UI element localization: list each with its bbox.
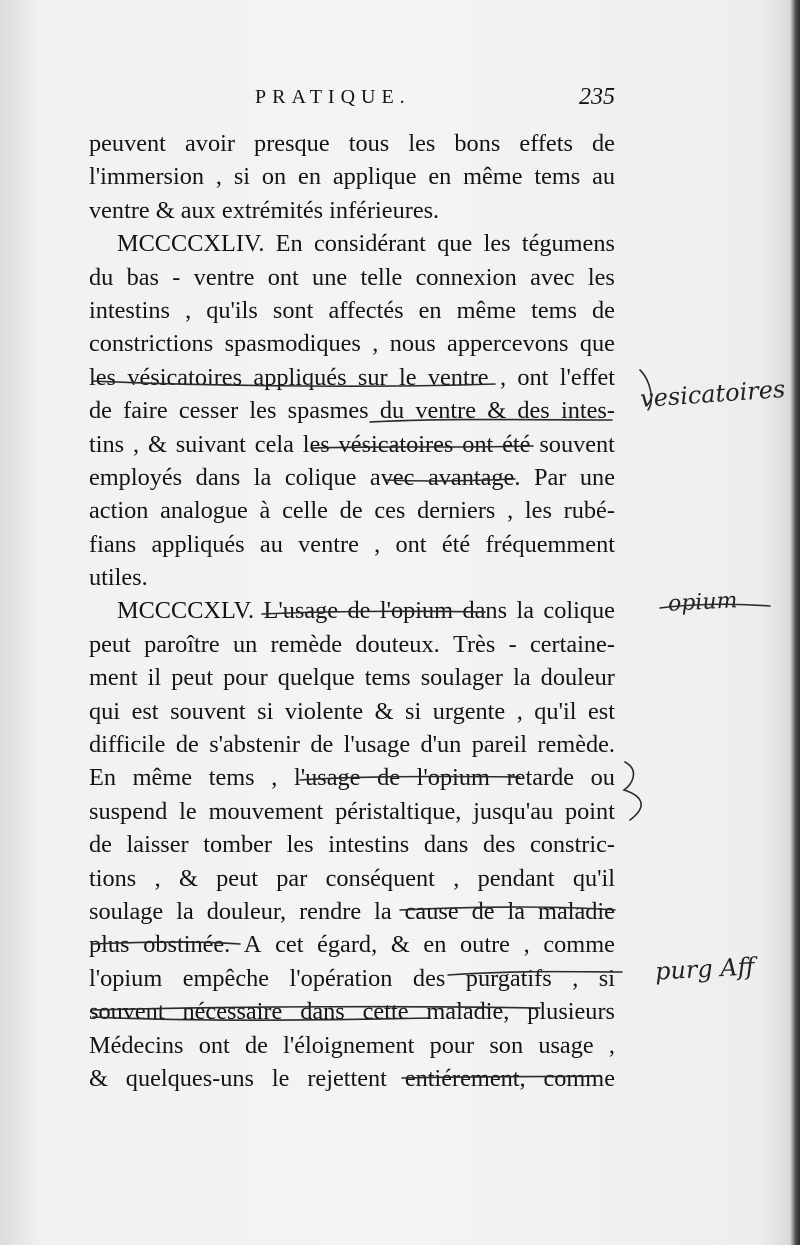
text-line: plus obstinée. A cet égard, & en outre , comme [89, 931, 615, 959]
text-line: Médecins ont de l'éloignement pour son usage , [89, 1031, 615, 1059]
margin-note-purgatifs: purg Aff [654, 952, 756, 986]
text-line: fians appliqués au ventre , ont été fréquemment [89, 530, 615, 558]
text-line: soulage la douleur, rendre la cause de la maladie [89, 897, 615, 925]
margin-bracket [624, 762, 641, 820]
running-head [255, 86, 615, 116]
text-line: MCCCCXLV. L'usage de l'opium dans la colique [117, 597, 615, 625]
running-head-title: PRATIQUE. [255, 86, 411, 108]
page-number: 235 [579, 84, 615, 110]
text-line: En même tems , l'usage de l'opium retarde ou [89, 764, 615, 792]
text-line: l'immersion , si on en applique en même tems au [89, 163, 615, 191]
text-line: utiles. [89, 564, 148, 592]
text-line: tions , & peut par conséquent , pendant qu'il [89, 864, 615, 892]
text-line: qui est souvent si violente & si urgente , qu'il est [89, 697, 615, 725]
text-line: souvent nécessaire dans cette maladie, plusieurs [89, 998, 615, 1026]
text-line: suspend le mouvement péristaltique, jusqu'au point [89, 797, 615, 825]
text-line: & quelques-uns le rejettent entiérement, comme [89, 1064, 615, 1092]
text-line: de laisser tomber les intestins dans des constric- [89, 831, 615, 859]
text-line: tins , & suivant cela les vésicatoires ont été souvent [89, 430, 615, 458]
margin-note-opium: opium [667, 588, 739, 617]
text-line: constrictions spasmodiques , nous appercevons que [89, 330, 615, 358]
text-line: difficile de s'abstenir de l'usage d'un pareil remède. [89, 731, 615, 759]
text-line: l'opium empêche l'opération des purgatifs , si [89, 964, 615, 992]
text-line: action analogue à celle de ces derniers , les rubé- [89, 497, 615, 525]
text-line: peuvent avoir presque tous les bons effets de [89, 130, 615, 157]
text-line: du bas - ventre ont une telle connexion avec les [89, 263, 615, 291]
margin-note-vesicatoires: vesicatoires [639, 374, 787, 414]
text-line: ventre & aux extrémités inférieures. [89, 196, 440, 224]
text-line: MCCCCXLIV. En considérant que les tégumens [117, 230, 615, 258]
body-text [89, 127, 615, 1095]
text-line: intestins , qu'ils sont affectés en même tems de [89, 296, 615, 324]
text-line: ment il peut pour quelque tems soulager la douleur [89, 664, 615, 692]
text-line: les vésicatoires appliqués sur le ventre , ont l'effet [89, 363, 615, 391]
text-line: employés dans la colique avec avantage. Par une [89, 463, 615, 491]
text-line: peut paroître un remède douteux. Très - certaine- [89, 630, 615, 658]
text-line: de faire cesser les spasmes du ventre & des intes- [89, 397, 615, 425]
